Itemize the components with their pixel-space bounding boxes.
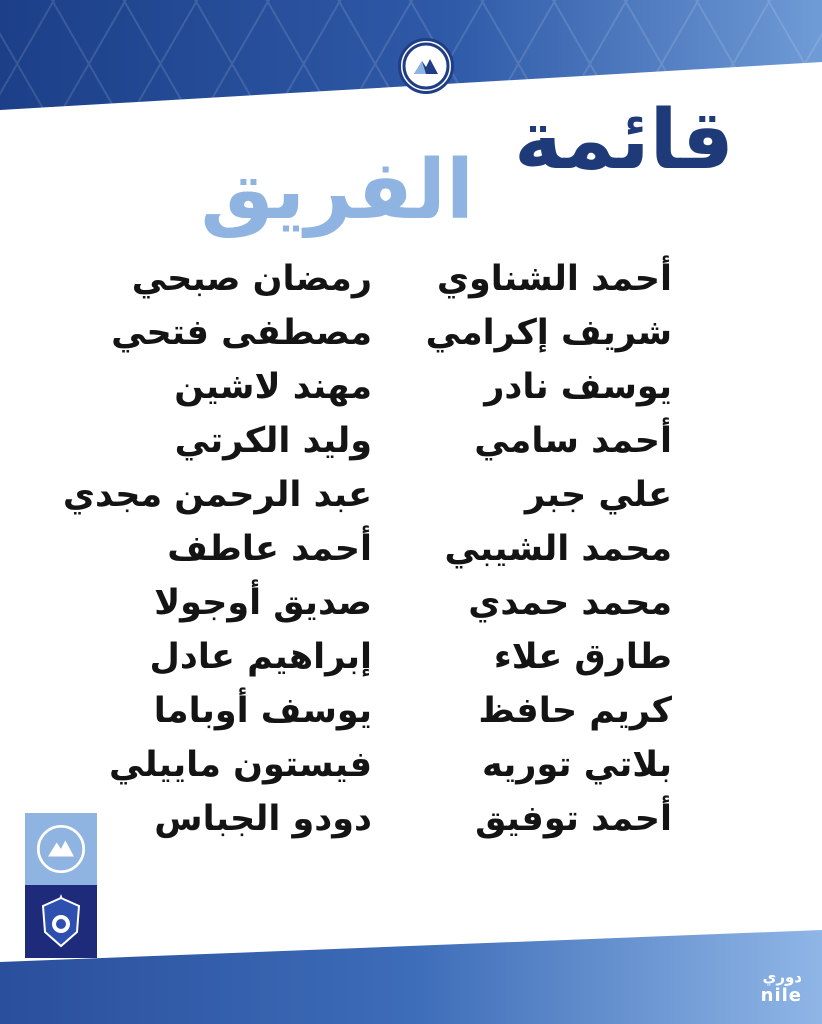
player-name: يوسف نادر: [484, 367, 672, 407]
player-name: أحمد سامي: [474, 421, 672, 461]
player-name: مهند لاشين: [174, 367, 372, 407]
player-name: دودو الجباس: [154, 799, 372, 839]
match-logos: [25, 813, 97, 958]
league-brand-logo: [716, 968, 802, 1010]
player-name: فيستون ماييلي: [108, 745, 372, 785]
players-column-left: [42, 252, 372, 846]
player-name: عبد الرحمن مجدي: [62, 475, 372, 515]
pyramids-club-badge-icon: [398, 38, 454, 94]
player-name: محمد حمدي: [468, 583, 672, 623]
player-name: رمضان صبحي: [131, 259, 372, 299]
title-word-team: الفريق: [200, 143, 474, 238]
player-name: بلاتي توريه: [481, 745, 672, 785]
player-name: كريم حافظ: [478, 691, 672, 731]
pyramids-logo-icon: [25, 813, 97, 885]
ghazl-el-mahalla-logo-icon: [25, 885, 97, 958]
player-name: أحمد عاطف: [167, 529, 372, 569]
brand-arabic-label: دوري: [762, 968, 802, 986]
title-word-list: قائمة: [514, 93, 734, 188]
player-name: علي جبر: [524, 475, 672, 515]
player-name: شريف إكرامي: [425, 313, 672, 353]
player-name: مصطفى فتحي: [111, 313, 372, 353]
player-name: أحمد الشناوي: [436, 259, 672, 299]
player-name: يوسف أوباما: [153, 691, 372, 731]
player-name: أحمد توفيق: [475, 799, 672, 839]
player-name: طارق علاء: [493, 637, 672, 677]
players-column-right: [372, 252, 672, 846]
player-name: صديق أوجولا: [154, 583, 372, 623]
player-name: محمد الشيبي: [444, 529, 672, 569]
player-name: وليد الكرتي: [174, 421, 372, 461]
brand-latin-label: nile: [760, 985, 802, 1006]
player-name: إبراهيم عادل: [149, 637, 372, 677]
